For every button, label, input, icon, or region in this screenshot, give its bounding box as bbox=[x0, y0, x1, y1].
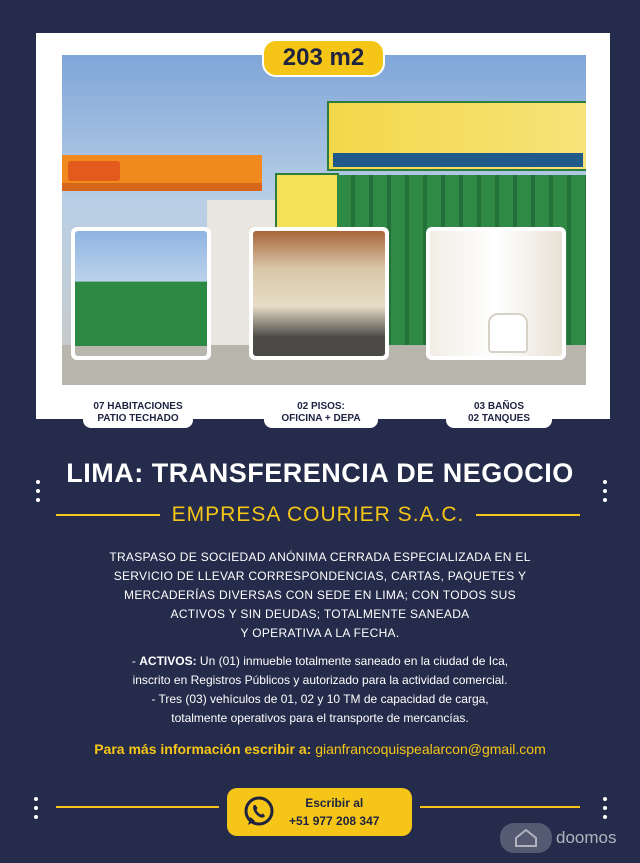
thumbnail-interior-patio bbox=[249, 227, 389, 360]
whatsapp-number: +51 977 208 347 bbox=[289, 814, 380, 828]
caption-bathrooms: 03 BAÑOS 02 TANQUES bbox=[446, 398, 552, 428]
company-name: EMPRESA COURIER S.A.C. bbox=[171, 503, 465, 526]
assets-section: - ACTIVOS: Un (01) inmueble totalmente saneado en la ciudad de Ica, inscrito en Registros Públicos y autorizado para la actividad comercial. - Tres (03) vehículos de 01, 02 y 10 TM de capacidad de carga, totalmente operativos para el transporte de mercancías. bbox=[131, 654, 509, 725]
decorative-dots bbox=[603, 797, 609, 824]
contact-email[interactable]: gianfrancoquispealarcon@gmail.com bbox=[315, 741, 546, 757]
watermark-text: doomos bbox=[556, 828, 617, 847]
listing-title: LIMA: TRANSFERENCIA DE NEGOCIO bbox=[66, 458, 574, 488]
contact-line bbox=[0, 741, 640, 757]
whatsapp-button[interactable] bbox=[227, 788, 412, 836]
toilet-shape bbox=[488, 313, 528, 353]
caption-floors: 02 PISOS: OFICINA + DEPA bbox=[264, 398, 378, 428]
thumbnail-bathroom bbox=[426, 227, 566, 360]
divider-line bbox=[420, 806, 580, 808]
whatsapp-icon bbox=[241, 794, 277, 830]
caption-rooms: 07 HABITACIONES PATIO TECHADO bbox=[83, 398, 193, 428]
assets-label: ACTIVOS: bbox=[139, 654, 197, 668]
watermark bbox=[500, 823, 616, 853]
photo-collage bbox=[36, 33, 610, 419]
description: TRASPASO DE SOCIEDAD ANÓNIMA CERRADA ESPECIALIZADA EN EL SERVICIO DE LLEVAR CORRESPONDENCIAS, CARTAS, PAQUETES Y MERCADERÍAS DIVERSAS CON SEDE EN LIMA; CON TODOS SUS ACTIVOS Y SIN DEUDAS; TOTALMENTE SANEADA Y OPERATIVA A LA FECHA. bbox=[109, 550, 531, 640]
contact-label: Para más información escribir a: bbox=[94, 741, 312, 757]
whatsapp-label: Escribir al bbox=[305, 796, 364, 810]
divider-line bbox=[56, 806, 219, 808]
house-icon bbox=[500, 823, 552, 853]
subtitle-row bbox=[56, 500, 580, 530]
gas-station-logo bbox=[68, 161, 120, 181]
thumbnail-exterior bbox=[71, 227, 211, 360]
divider-line bbox=[476, 514, 580, 516]
area-badge: 203 m2 bbox=[262, 39, 385, 77]
store-sign bbox=[327, 101, 586, 171]
decorative-dots bbox=[34, 797, 40, 824]
divider-line bbox=[56, 514, 160, 516]
